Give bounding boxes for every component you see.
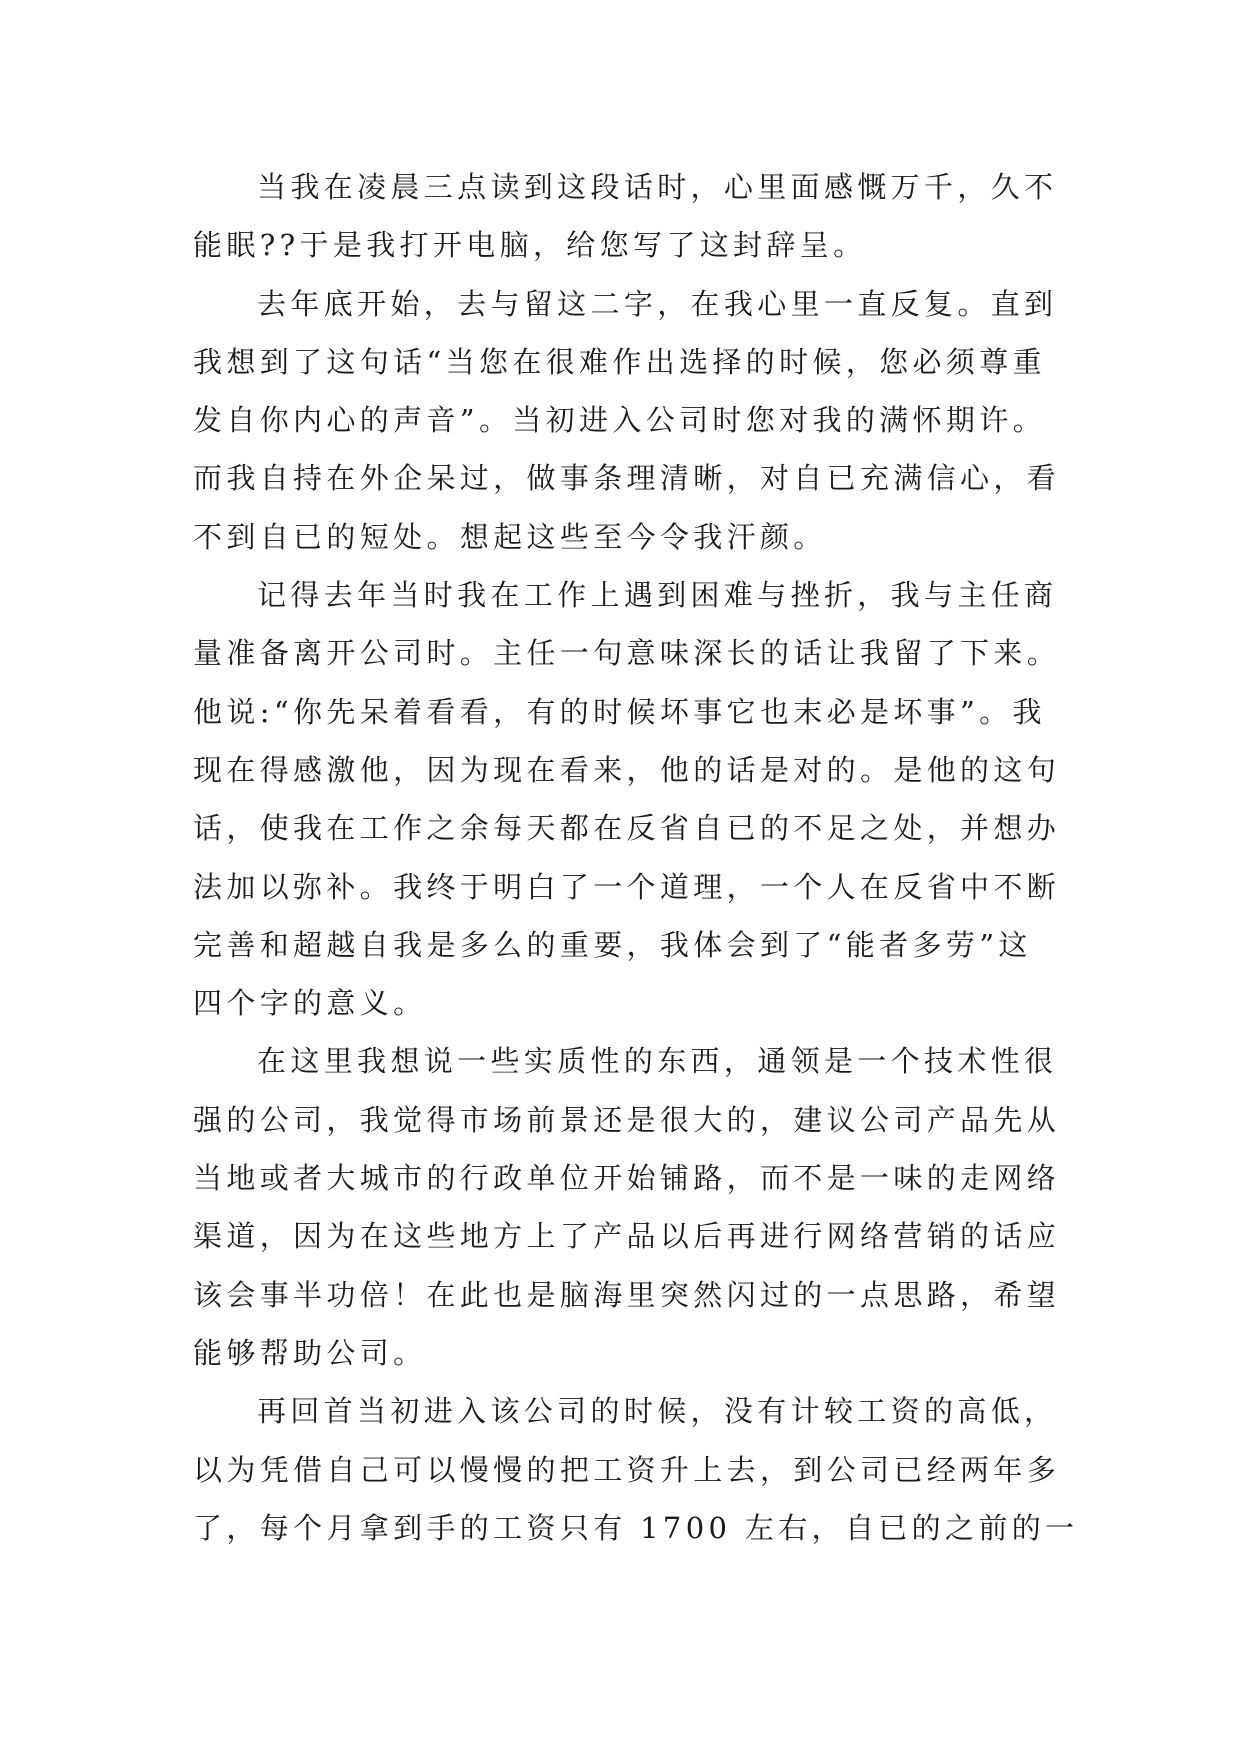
text-line: 话，使我在工作之余每天都在反省自已的不足之处，并想办: [193, 811, 1061, 846]
text-line: 了，每个月拿到手的工资只有 1700 左右，自已的之前的一: [193, 1510, 1079, 1545]
text-line: 完善和超越自我是多么的重要，我体会到了“能者多劳”这: [193, 927, 1032, 962]
text-line: 能够帮助公司。: [193, 1335, 427, 1370]
text-line: 当地或者大城市的行政单位开始铺路，而不是一味的走网络: [193, 1161, 1061, 1196]
text-line: 我想到了这句话“当您在很难作出选择的时候，您必须尊重: [193, 344, 1046, 379]
text-line: 发自你内心的声音”。当初进入公司时您对我的满怀期许。: [193, 403, 1046, 438]
letter-body: [193, 158, 1079, 1557]
text-line: 不到自已的短处。想起这些至今令我汗颜。: [193, 519, 827, 554]
text-line: 记得去年当时我在工作上遇到困难与挫折，我与主任商: [257, 578, 1058, 613]
text-line: 以为凭借自己可以慢慢的把工资升上去，到公司已经两年多: [193, 1452, 1061, 1487]
text-line: 该会事半功倍！在此也是脑海里突然闪过的一点思路，希望: [193, 1277, 1061, 1312]
text-line: 他说:“你先呆着看看，有的时候坏事它也末必是坏事”。我: [193, 694, 1046, 729]
text-line: 去年底开始，去与留这二字，在我心里一直反复。直到: [257, 286, 1058, 321]
text-line: 四个字的意义。: [193, 986, 427, 1021]
text-line: 法加以弥补。我终于明白了一个道理，一个人在反省中不断: [193, 869, 1061, 904]
text-line: 能眠??于是我打开电脑，给您写了这封辞呈。: [193, 228, 867, 263]
text-line: 现在得感激他，因为现在看来，他的话是对的。是他的这句: [193, 752, 1061, 787]
text-line: 渠道，因为在这些地方上了产品以后再进行网络营销的话应: [193, 1219, 1061, 1254]
text-line: 强的公司，我觉得市场前景还是很大的，建议公司产品先从: [193, 1102, 1061, 1137]
text-line: 再回首当初进入该公司的时候，没有计较工资的高低，: [257, 1394, 1058, 1429]
text-line: 而我自持在外企呆过，做事条理清晰，对自已充满信心，看: [193, 461, 1061, 496]
text-line: 量准备离开公司时。主任一句意味深长的话让我留了下来。: [193, 636, 1061, 671]
text-line: 当我在凌晨三点读到这段话时，心里面感慨万千，久不: [257, 170, 1058, 204]
text-line: 在这里我想说一些实质性的东西，通领是一个技术性很: [257, 1044, 1058, 1079]
